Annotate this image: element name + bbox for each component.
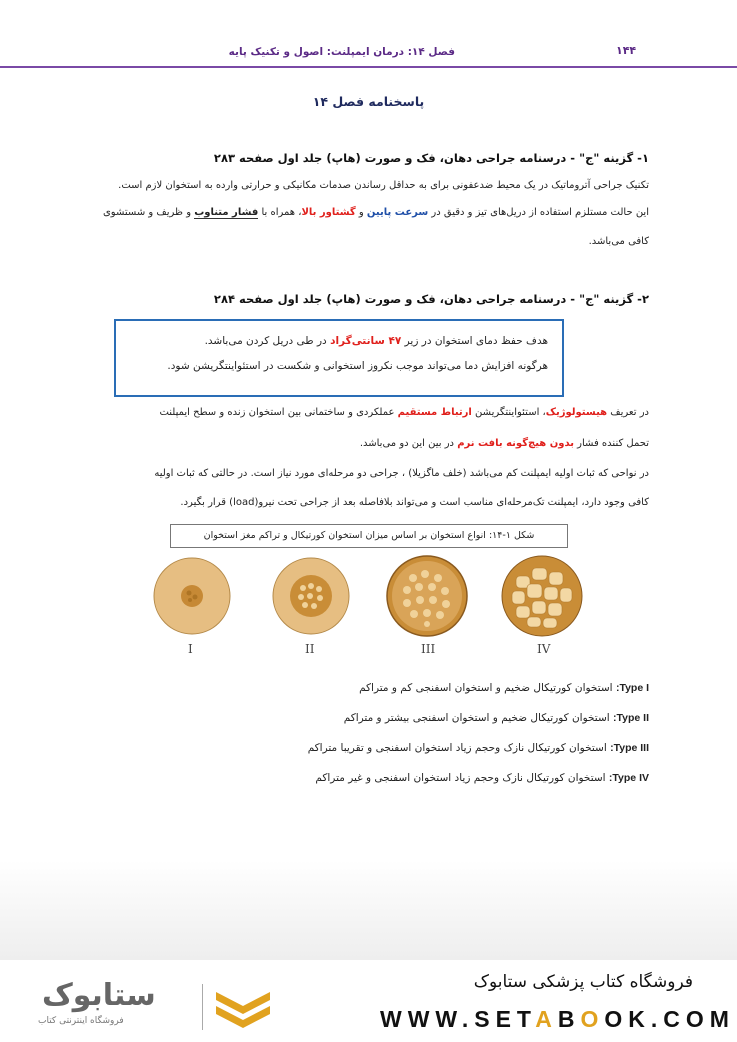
type-iv-item: Type IV: استخوان کورتیکال نازک وحجم زیاد استخوان اسفنجی و غیر متراکم: [315, 772, 649, 784]
logo-divider: [202, 984, 203, 1030]
type-iii-item: Type III: استخوان کورتیکال نازک وحجم زیاد استخوان اسفنجی و تقریبا متراکم: [307, 742, 649, 754]
numeral-iv: IV: [537, 642, 551, 656]
type-ii-item: Type II: استخوان کورتیکال ضخیم و استخوان اسفنجی بیشتر و متراکم: [343, 712, 649, 724]
q1-line1: تکنیک جراحی آتروماتیک در یک محیط ضدعفونی برای به حداقل رساندن صدمات مکانیکی و حرارتی وارده به استخوان لازم است.: [118, 180, 649, 191]
q2-para3: در نواحی که ثبات اولیه ایمپلنت کم می‌باشد (خلف ماگزیلا) ، جراحی دو مرحله‌ای مورد نیاز است. در حالتی که ثبات اولیه: [154, 468, 649, 479]
chapter-title: پاسخنامه فصل ۱۴: [312, 94, 425, 109]
q2-para2: تحمل کننده فشار بدون هیچ‌گونه بافت نرم در بین این دو می‌باشد.: [359, 438, 649, 449]
store-url[interactable]: WWW.SETABOOK.COM: [380, 1006, 735, 1032]
logo-tagline: فروشگاه اینترنتی کتاب: [38, 1016, 124, 1026]
numeral-i: I: [188, 642, 193, 656]
footer-fade: [0, 860, 737, 960]
q2-para1: در تعریف هیستولوژیک، استئواینتگریشن ارتباط مستقیم عملکردی و ساختمانی بین استخوان زنده و سطح ایمپلنت: [159, 407, 649, 418]
q2-para4: کافی وجود دارد، ایمپلنت تک‌مرحله‌ای مناسب است و می‌تواند بلافاصله بعد از جراحی تحت نیرو(load) قرار بگیرد.: [180, 497, 649, 508]
q1-heading: ۱- گزینه "ج" - درسنامه جراحی دهان، فک و صورت (هاپ) جلد اول صفحه ۲۸۳: [213, 151, 649, 165]
q1-line3: کافی می‌باشد.: [588, 236, 649, 247]
type-i-item: Type I: استخوان کورتیکال ضخیم و استخوان اسفنجی کم و متراکم: [359, 682, 649, 694]
header-title: فصل ۱۴: درمان ایمپلنت: اصول و تکنیک پایه: [228, 46, 455, 58]
logo-chevron-icon: [212, 986, 274, 1030]
highlight-box: [114, 319, 564, 397]
numeral-ii: II: [305, 642, 315, 656]
bone-type-iv-diagram: [500, 554, 584, 638]
page-number: ۱۴۴: [616, 44, 637, 57]
store-name: فروشگاه کتاب پزشکی ستابوک: [473, 972, 693, 992]
bone-type-ii-diagram: [271, 556, 351, 636]
bone-type-i-diagram: [152, 556, 232, 636]
header-divider: [0, 66, 737, 68]
logo-wordmark: ستابوک: [42, 978, 156, 1013]
figure-caption: شکل ۱-۱۴: انواع استخوان بر اساس میزان استخوان کورتیکال و تراکم مغز استخوان: [170, 524, 568, 548]
bone-type-iii-diagram: [385, 554, 469, 638]
q2-heading: ۲- گزینه "ج" - درسنامه جراحی دهان، فک و صورت (هاپ) جلد اول صفحه ۲۸۴: [213, 292, 649, 306]
numeral-iii: III: [421, 642, 436, 656]
box-line2: هرگونه افزایش دما می‌تواند موجب نکروز استخوانی و شکست در استئواینتگریشن شود.: [167, 360, 548, 372]
box-line1: هدف حفظ دمای استخوان در زیر ۴۷ سانتی‌گراد در طی دریل کردن می‌باشد.: [204, 335, 548, 347]
q1-line2: این حالت مستلزم استفاده از دریل‌های تیز و دقیق در سرعت پایین و گشتاور بالا، همراه با فشار متناوب و ظریف و شستشوی: [102, 207, 649, 218]
